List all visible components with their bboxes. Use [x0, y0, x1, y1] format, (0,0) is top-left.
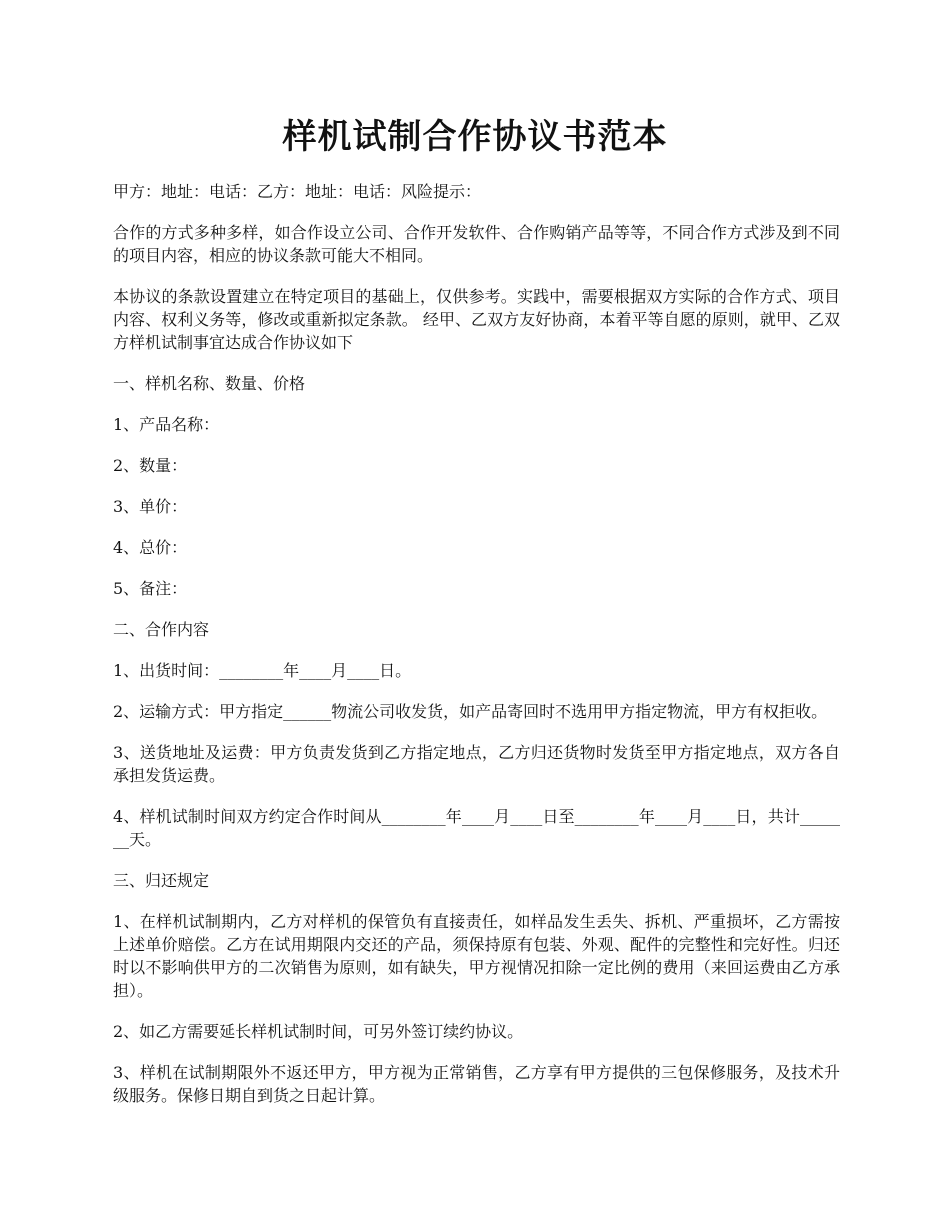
- clause-product-name: 1、产品名称：: [113, 415, 220, 434]
- party-info-line: 甲方：地址：电话：乙方：地址：电话：风险提示：: [113, 182, 482, 201]
- document-title: 样机试制合作协议书范本: [282, 117, 668, 157]
- section-heading-1: 一、样机名称、数量、价格: [113, 374, 306, 393]
- clause-trial-period: 4、样机试制时间双方约定合作时间从________年____月____日至________年____月____日，共计_______天。: [113, 807, 840, 849]
- section-heading-3: 三、归还规定: [113, 871, 210, 890]
- clause-total-price: 4、总价：: [113, 538, 188, 557]
- clause-shipping-time: 1、出货时间：________年____月____日。: [113, 661, 412, 680]
- clause-quantity: 2、数量：: [113, 456, 188, 475]
- clause-warranty: 3、样机在试制期限外不返还甲方，甲方视为正常销售，乙方享有甲方提供的三包保修服务，及技术升级服务。保修日期自到货之日起计算。: [113, 1063, 840, 1105]
- clause-extension: 2、如乙方需要延长样机试制时间，可另外签订续约协议。: [113, 1022, 524, 1041]
- section-heading-2: 二、合作内容: [113, 620, 210, 639]
- clause-unit-price: 3、单价：: [113, 497, 188, 516]
- preamble-paragraph: 本协议的条款设置建立在特定项目的基础上，仅供参考。实践中，需要根据双方实际的合作方式、项目内容、权利义务等，修改或重新拟定条款。 经甲、乙双方友好协商，本着平等自愿的原则，就甲、乙双方样机试制事宜达成合作协议如下: [113, 287, 840, 352]
- document-body: [113, 180, 840, 1125]
- risk-note-paragraph: 合作的方式多种多样，如合作设立公司、合作开发软件、合作购销产品等等，不同合作方式涉及到不同的项目内容，相应的协议条款可能大不相同。: [113, 223, 840, 265]
- clause-custody: 1、在样机试制期内，乙方对样机的保管负有直接责任，如样品发生丢失、拆机、严重损坏，乙方需按上述单价赔偿。乙方在试用期限内交还的产品，须保持原有包装、外观、配件的完整性和完好性。归还时以不影响供甲方的二次销售为原则，如有缺失，甲方视情况扣除一定比例的费用（来回运费由乙方承担）。: [113, 912, 840, 1000]
- clause-delivery-fee: 3、送货地址及运费：甲方负责发货到乙方指定地点，乙方归还货物时发货至甲方指定地点，双方各自承担发货运费。: [113, 743, 840, 785]
- clause-transport: 2、运输方式：甲方指定______物流公司收发货，如产品寄回时不选用甲方指定物流，甲方有权拒收。: [113, 702, 828, 721]
- clause-remarks: 5、备注：: [113, 579, 188, 598]
